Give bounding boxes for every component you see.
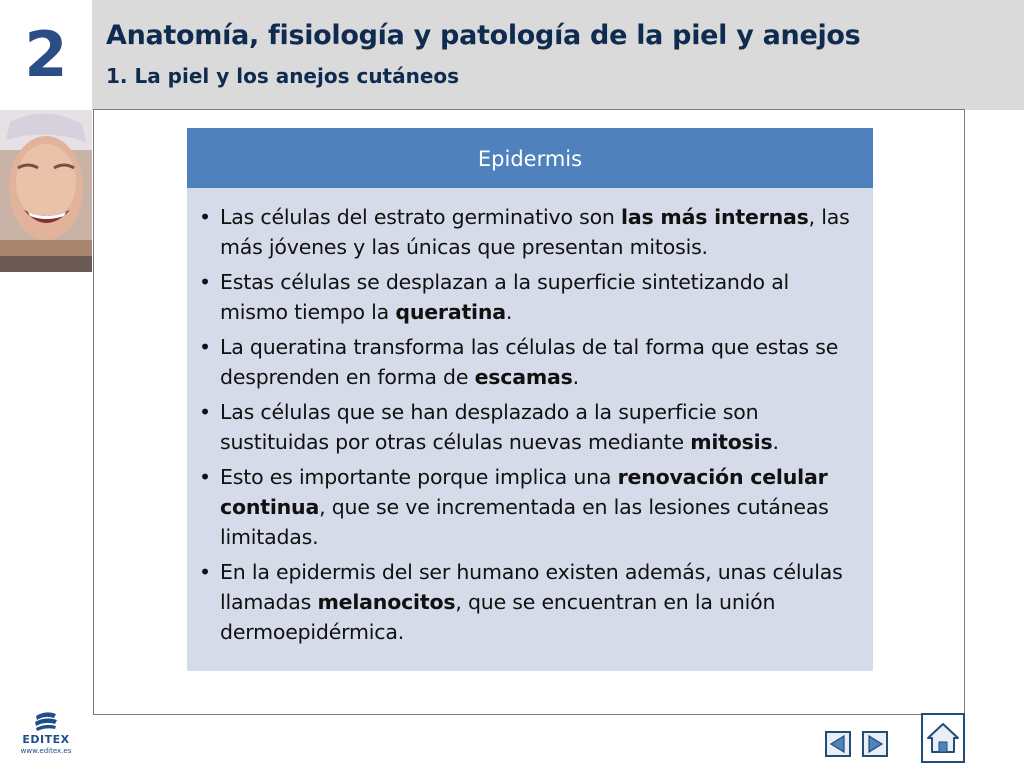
bullet-text: , que se ve incrementada en las lesiones cutáneas limitadas. — [220, 495, 829, 549]
bullet-dot-icon: • — [199, 205, 211, 229]
bullet-emphasis: queratina — [395, 300, 506, 324]
bullet-text: En la epidermis del ser humano existen además, unas células llamadas — [220, 560, 843, 614]
bullet-text: . — [772, 430, 779, 454]
bullet-text: . — [505, 300, 513, 324]
woman-photo-icon — [0, 110, 92, 272]
triangle-left-icon — [825, 731, 851, 757]
bullet-item — [199, 462, 861, 552]
editex-logo — [14, 710, 78, 760]
avatar — [0, 110, 92, 272]
bullet-text: , las más jóvenes y las únicas que presentan mitosis. — [220, 205, 850, 259]
home-icon — [923, 715, 963, 761]
next-button[interactable] — [862, 731, 888, 757]
bullet-list — [187, 188, 873, 647]
bullet-item — [199, 267, 861, 327]
bullet-dot-icon: • — [199, 465, 211, 489]
bullet-emphasis: melanocitos — [317, 590, 456, 614]
editex-logo-icon — [32, 710, 60, 732]
bullet-dot-icon: • — [199, 335, 211, 359]
bullet-text: . — [572, 365, 579, 389]
bullet-text: Estas células se desplazan a la superficie sintetizando al mismo tiempo la — [220, 270, 790, 324]
bullet-text: Esto es importante porque implica una — [220, 465, 618, 489]
logo-name: EDITEX — [22, 733, 70, 746]
bullet-text: Las células del estrato germinativo son — [220, 205, 622, 229]
bullet-text: La queratina transforma las células de tal forma que estas se desprenden en forma de — [220, 335, 839, 389]
slide-header — [92, 0, 1024, 110]
bullet-emphasis: las más internas — [621, 205, 809, 229]
bullet-dot-icon: • — [199, 400, 211, 424]
bullet-dot-icon: • — [199, 270, 211, 294]
bullet-emphasis: renovación celular continua — [220, 465, 828, 519]
previous-button[interactable] — [825, 731, 851, 757]
epidermis-panel — [187, 128, 873, 671]
panel-title: Epidermis — [187, 128, 873, 188]
page-subtitle: 1. La piel y los anejos cutáneos — [106, 64, 460, 88]
chapter-number: 2 — [0, 0, 92, 110]
bullet-item — [199, 202, 861, 262]
bullet-item — [199, 397, 861, 457]
bullet-emphasis: mitosis — [690, 430, 773, 454]
home-button[interactable] — [921, 713, 965, 763]
bullet-item — [199, 332, 861, 392]
bullet-text: Las células que se han desplazado a la superficie son sustituidas por otras células nuevas mediante — [220, 400, 759, 454]
bullet-emphasis: escamas — [474, 365, 573, 389]
page-title: Anatomía, fisiología y patología de la piel y anejos — [106, 20, 861, 51]
bullet-dot-icon: • — [199, 560, 211, 584]
bullet-item — [199, 557, 861, 647]
bullet-text: , que se encuentran en la unión dermoepidérmica. — [220, 590, 776, 644]
logo-url: www.editex.es — [20, 747, 72, 755]
triangle-right-icon — [862, 731, 888, 757]
